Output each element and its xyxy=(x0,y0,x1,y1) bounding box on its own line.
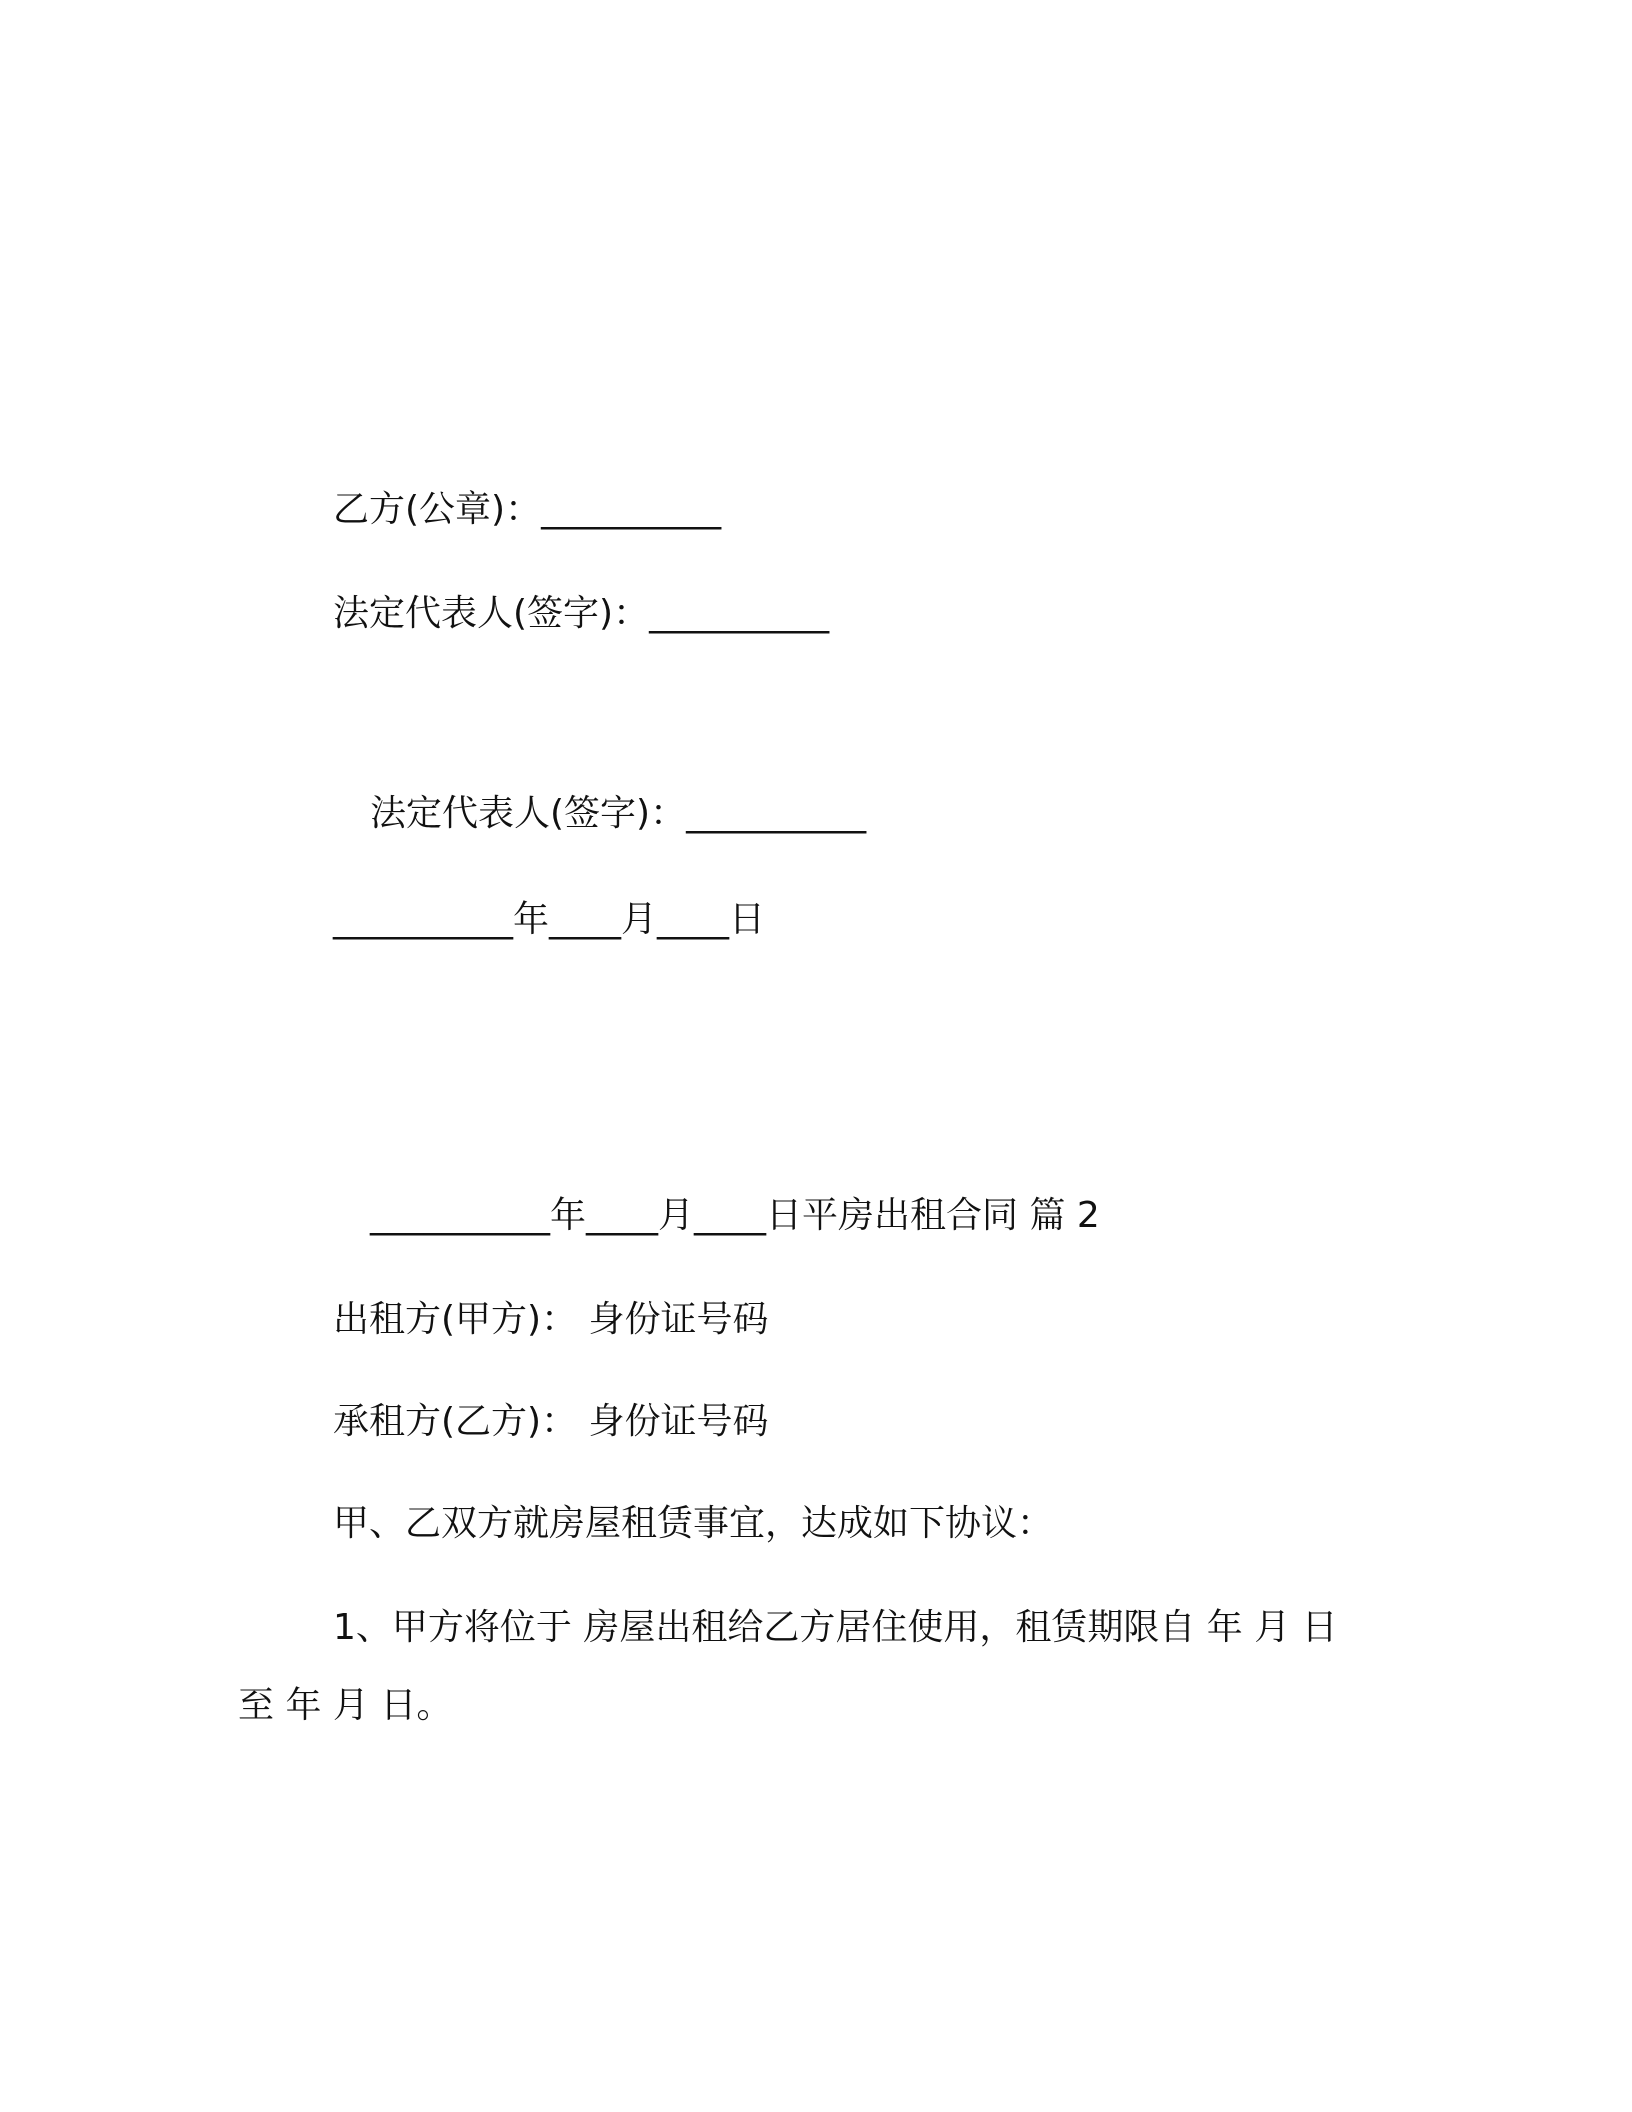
lessor-line: 出租方(甲方)： 身份证号码 xyxy=(333,1299,769,1340)
contract-heading: __________年____月____日平房出租合同 篇 2 xyxy=(370,1195,1100,1236)
party-b-seal-line: 乙方(公章)：__________ xyxy=(333,489,722,530)
lessee-line: 承租方(乙方)： 身份证号码 xyxy=(333,1401,769,1442)
party-b-representative-signature-line: 法定代表人(签字)：__________ xyxy=(333,593,830,634)
signing-date-line: __________年____月____日 xyxy=(333,899,765,940)
representative-signature-line: 法定代表人(签字)：__________ xyxy=(370,793,867,834)
clause-1-line-1: 1、甲方将位于 房屋出租给乙方居住使用，租赁期限自 年 月 日 xyxy=(333,1607,1338,1648)
clause-1-line-2: 至 年 月 日。 xyxy=(238,1685,453,1726)
agreement-intro: 甲、乙双方就房屋租赁事宜，达成如下协议： xyxy=(333,1503,1054,1544)
